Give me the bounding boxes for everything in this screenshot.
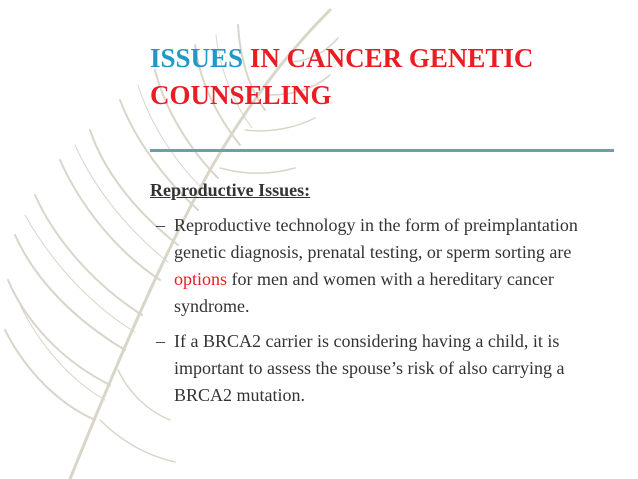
section-heading: Reproductive Issues: — [150, 180, 311, 200]
title-rest: IN CANCER GENETIC COUNSELING — [150, 43, 534, 110]
slide-body — [150, 177, 620, 417]
bullet-dash: – — [156, 331, 165, 351]
bullet-text-after: for men and women with a hereditary cancer syndrome. — [174, 269, 554, 316]
list-item — [150, 328, 620, 409]
bullet-text — [174, 212, 620, 320]
bullet-text-before: Reproductive technology in the form of preimplantation genetic diagnosis, prenatal testing, or sperm sorting are — [174, 215, 578, 262]
highlight-word: options — [174, 269, 228, 289]
bullet-text: If a BRCA2 carrier is considering having a child, it is important to assess the spouse’s risk of also carrying a BRCA2 mutation. — [174, 331, 565, 405]
title-accent: ISSUES — [150, 43, 244, 73]
list-item — [150, 212, 620, 320]
title-divider — [150, 149, 614, 152]
slide-title — [150, 40, 620, 114]
bullet-dash: – — [156, 215, 165, 235]
